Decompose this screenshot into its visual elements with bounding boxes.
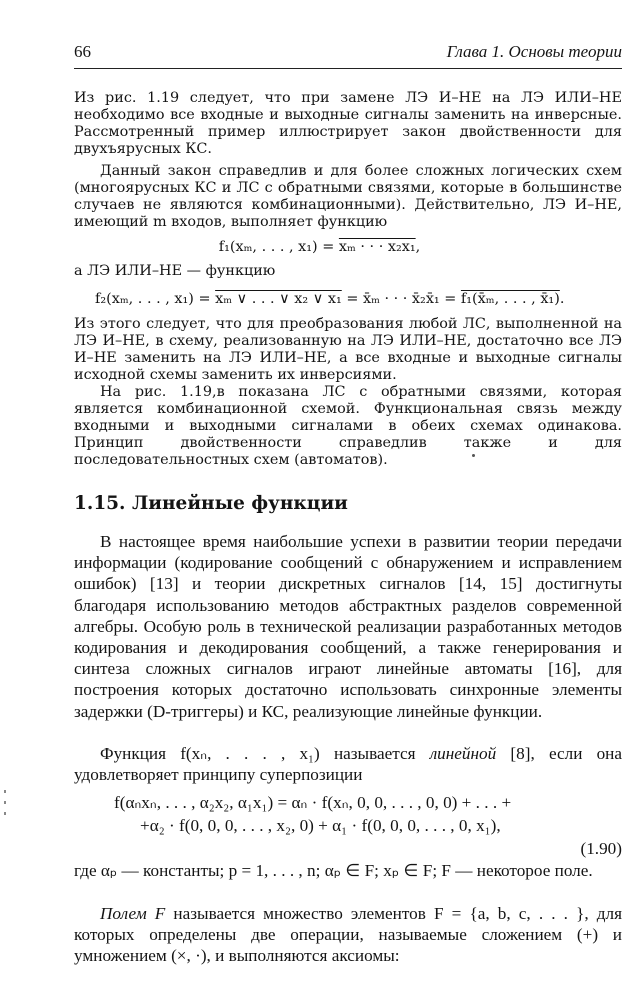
eq1-lhs: f₁(xₘ, . . . , x₁) = (218, 239, 339, 255)
equation-superposition-line1: f(αₙxₙ, . . . , α₂x₂, α₁x₁) = αₙ · f(xₙ, 0, 0, . . . , 0, 0) + . . . + (114, 793, 512, 812)
chapter-title: Глава 1. Основы теории (446, 42, 622, 61)
equation-nor (95, 291, 564, 307)
paragraph-conversion: Из этого следует, что для преобразования любой ЛС, выполненной на ЛЭ И–НЕ, в схему, реализованную на ЛЭ ИЛИ–НЕ, достаточно все ЛЭ И–НЕ заменить на ЛЭ ИЛИ–НЕ, а все входные и выходные сигналы исходной схемы заменить их инверсиями. (74, 316, 622, 383)
stray-dot (472, 454, 475, 457)
section-heading: 1.15. Линейные функции (74, 493, 348, 514)
paragraph-constants: где αₚ — константы; p = 1, . . . , n; αₚ ∈ F; xₚ ∈ F; F — некоторое поле. (74, 861, 593, 880)
paragraph-field-definition (74, 903, 622, 967)
paragraph-linear-definition (74, 743, 622, 785)
term-linear: линейной (429, 744, 497, 763)
paragraph-feedback: На рис. 1.19,в показана ЛС с обратными связями, которая является комбинационной схемой. Функциональная связь между входными и выходными сигналами в обеих схемах одинакова. Принцип двойственности справедлив также и для последовательностных схем (автоматов). (74, 384, 622, 468)
paragraph-linear-intro: В настоящее время наибольшие успехи в развитии теории передачи информации (кодирование сообщений с обнаружением и исправлением ошибок) [13] и теории дискретных сигналов [14, 15] достигнуты благодаря использованию методов абстрактных разделов современной алгебры. Особую роль в технической реализации разработанных методов кодирования и декодирования сообщений, а также генерирования и синтеза сложных сигналов играют линейные автоматы [16], для построения которых достаточно использовать синхронные элементы задержки (D-триггеры) и КС, реализующие линейные функции. (74, 532, 622, 721)
margin-mark (4, 801, 6, 804)
eq1-rhs: xₘ · · · x₂x₁ (338, 239, 416, 255)
eq1-end: , (415, 239, 421, 255)
field-text: называется множество элементов F = {a, b, c, . . . }, для которых определены две операции, называемые сложением (+) и умножением (×, ·), и выполняются аксиомы: (74, 904, 622, 966)
eq2-d: x̄ₘ · · · x̄₂x̄₁ (362, 291, 440, 307)
equation-number: (1.90) (580, 839, 622, 858)
term-field: Полем F (100, 904, 166, 923)
eq2-c: = (341, 291, 363, 307)
header-rule (74, 68, 622, 69)
definition-text-a: Функция f(xₙ, . . . , x₁) называется (100, 744, 430, 763)
paragraph-duality-intro: Из рис. 1.19 следует, что при замене ЛЭ И–НЕ на ЛЭ ИЛИ–НЕ необходимо все входные и выходные сигналы заменить на инверсные. Рассмотренный пример иллюстрирует закон двойственности для двухъярусных КС. (74, 90, 622, 157)
running-header (74, 42, 622, 66)
paragraph-duality-law: Данный закон справедлив и для более сложных логических схем (многоярусных КС и ЛС с обратными связями, которые в большинстве случаев не являются комбинационными). Действительно, ЛЭ И–НЕ, имеющий m входов, выполняет функцию (74, 163, 622, 230)
margin-mark (4, 812, 6, 815)
paragraph-nor-intro: а ЛЭ ИЛИ–НЕ — функцию (74, 263, 276, 279)
equation-nand (0, 239, 639, 255)
page-number: 66 (74, 42, 91, 61)
eq2-a: f₂(xₘ, . . . , x₁) = (95, 291, 216, 307)
eq2-b: xₘ ∨ . . . ∨ x₂ ∨ x₁ (215, 291, 342, 307)
eq2-g: . (559, 291, 565, 307)
eq2-e: = (439, 291, 461, 307)
equation-superposition-line2: +α₂ · f(0, 0, 0, . . . , x₂, 0) + α₁ · f(0, 0, 0, . . . , 0, x₁), (140, 816, 501, 835)
eq2-f: f₁(x̄ₘ, . . . , x̄₁) (460, 291, 560, 307)
margin-mark (4, 790, 6, 793)
definition-text-b: [8], если она удовлетворяет принципу суперпозиции (74, 744, 622, 785)
